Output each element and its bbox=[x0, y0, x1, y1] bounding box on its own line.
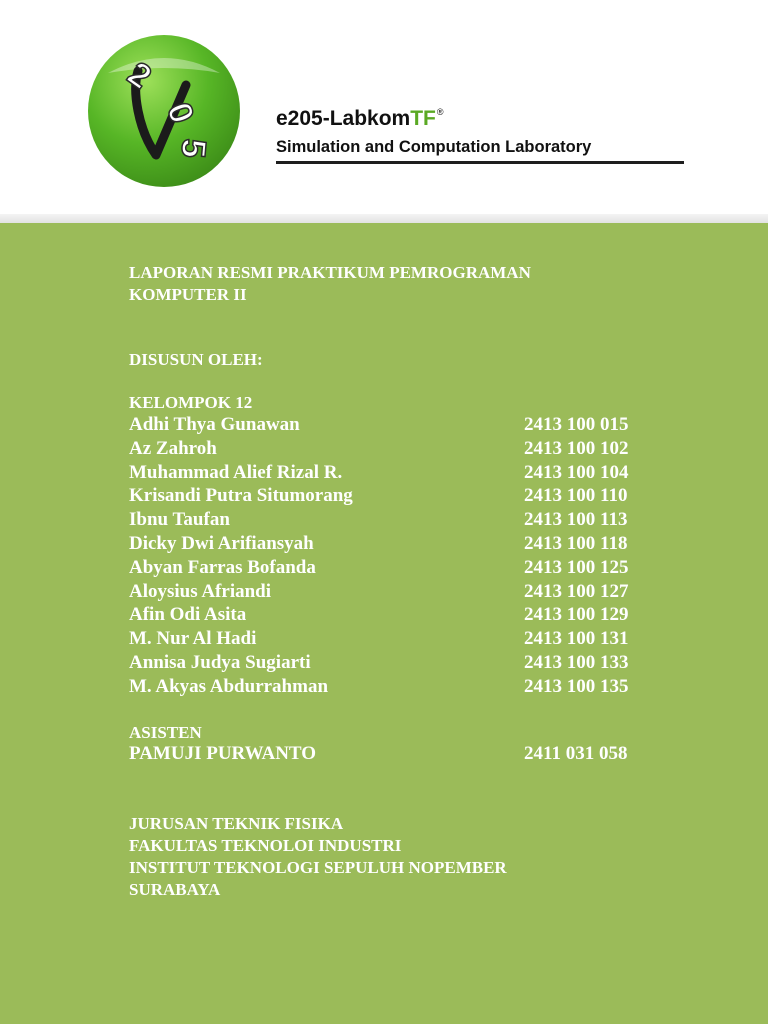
brand-accent: TF bbox=[410, 107, 436, 130]
member-row bbox=[129, 581, 689, 605]
member-name: Abyan Farras Bofanda bbox=[129, 556, 316, 578]
member-name: Afin Odi Asita bbox=[129, 604, 247, 626]
member-row bbox=[129, 557, 689, 581]
tagline-underline bbox=[276, 161, 684, 164]
member-name: Ibnu Taufan bbox=[129, 509, 230, 531]
assistant-name: PAMUJI PURWANTO bbox=[129, 743, 317, 764]
member-row bbox=[129, 676, 689, 700]
registered-mark: ® bbox=[436, 107, 444, 117]
member-row bbox=[129, 628, 689, 652]
assistant-row bbox=[129, 743, 689, 767]
member-nrp: 2413 100 102 bbox=[524, 437, 629, 459]
member-name: Annisa Judya Sugiarti bbox=[129, 652, 311, 673]
lab-tagline: Simulation and Computation Laboratory bbox=[276, 138, 592, 156]
member-nrp: 2413 100 110 bbox=[524, 485, 628, 507]
assistant-heading: ASISTEN bbox=[129, 723, 202, 742]
assistant-nrp: 2411 031 058 bbox=[524, 743, 628, 764]
author-heading: DISUSUN OLEH: bbox=[129, 350, 263, 369]
member-nrp: 2413 100 133 bbox=[524, 652, 629, 673]
member-row bbox=[129, 485, 689, 509]
member-row bbox=[129, 509, 689, 533]
member-row bbox=[129, 462, 689, 486]
institution-line: FAKULTAS TEKNOLOI INDUSTRI bbox=[129, 836, 402, 855]
member-row bbox=[129, 604, 689, 628]
group-label: KELOMPOK 12 bbox=[129, 393, 253, 412]
member-name: Az Zahroh bbox=[129, 437, 217, 459]
member-name: Krisandi Putra Situmorang bbox=[129, 485, 353, 507]
member-name: Adhi Thya Gunawan bbox=[129, 414, 300, 435]
report-title-line2: KOMPUTER II bbox=[129, 285, 247, 304]
institution-line: INSTITUT TEKNOLOGI SEPULUH NOPEMBER bbox=[129, 858, 507, 877]
member-nrp: 2413 100 104 bbox=[524, 461, 629, 483]
institution-line: JURUSAN TEKNIK FISIKA bbox=[129, 814, 344, 833]
member-nrp: 2413 100 125 bbox=[524, 556, 629, 578]
lab-brand-name bbox=[276, 107, 444, 131]
member-nrp: 2413 100 015 bbox=[524, 414, 629, 435]
member-nrp: 2413 100 135 bbox=[524, 675, 629, 697]
e205-labkom-logo-icon bbox=[86, 33, 242, 189]
member-name: Muhammad Alief Rizal R. bbox=[129, 461, 343, 483]
member-row bbox=[129, 652, 689, 676]
lab-header bbox=[0, 0, 768, 214]
report-title-line1: LAPORAN RESMI PRAKTIKUM PEMROGRAMAN bbox=[129, 263, 531, 282]
svg-text:2: 2 bbox=[120, 54, 159, 97]
member-name: Dicky Dwi Arifiansyah bbox=[129, 533, 314, 554]
member-nrp: 2413 100 127 bbox=[524, 580, 629, 602]
member-row bbox=[129, 414, 689, 438]
member-nrp: 2413 100 129 bbox=[524, 604, 629, 626]
member-row bbox=[129, 533, 689, 557]
svg-text:0: 0 bbox=[159, 97, 202, 129]
svg-text:5: 5 bbox=[173, 137, 213, 160]
institution-line: SURABAYA bbox=[129, 880, 221, 899]
member-nrp: 2413 100 118 bbox=[524, 533, 628, 554]
member-name: M. Nur Al Hadi bbox=[129, 628, 257, 650]
report-cover bbox=[0, 223, 768, 1024]
header-divider bbox=[0, 214, 768, 223]
member-nrp: 2413 100 131 bbox=[524, 628, 629, 650]
member-name: M. Akyas Abdurrahman bbox=[129, 675, 329, 697]
member-nrp: 2413 100 113 bbox=[524, 509, 628, 531]
member-name: Aloysius Afriandi bbox=[129, 580, 272, 602]
brand-prefix: e205-Labkom bbox=[276, 107, 411, 130]
member-row bbox=[129, 438, 689, 462]
